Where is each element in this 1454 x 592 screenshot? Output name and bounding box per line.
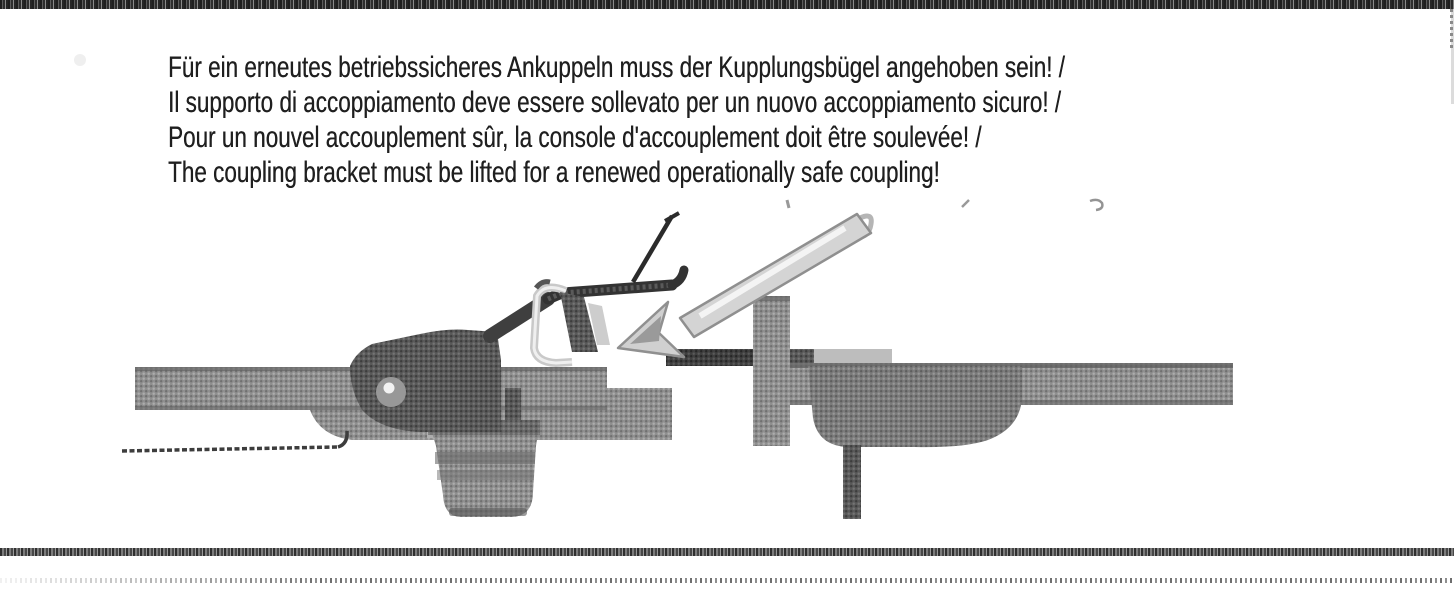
barrel-band-1 (435, 452, 535, 464)
scan-speck (1090, 200, 1102, 210)
bottom-border-secondary (0, 578, 1454, 583)
hitch-stem (843, 445, 861, 519)
hitch-post (753, 296, 790, 446)
warning-line-french: Pour un nouvel accouplement sûr, la console d'accouplement doit être soulevée! / (168, 121, 982, 154)
warning-line-english: The coupling bracket must be lifted for a renewed operationally safe coupling! (168, 156, 940, 189)
warning-line-german: Für ein erneutes betriebssicheres Ankuppeln muss der Kupplungsbügel angehoben sein! / (168, 51, 1065, 84)
lever-handle-tip (672, 270, 684, 285)
coupling-body (350, 330, 501, 433)
scan-speck (787, 200, 789, 208)
breakaway-cable (122, 447, 338, 451)
bottom-border-primary (0, 548, 1454, 556)
scan-specks (74, 54, 1102, 210)
warning-line-italian: Il supporto di accoppiamento deve essere sollevato per un nuovo accoppiamento sicuro! / (168, 86, 1062, 119)
step-block (607, 388, 672, 440)
barrel-bottom-edge (449, 508, 527, 516)
right-hitch-assembly (666, 296, 1233, 519)
lever-rod (633, 216, 672, 282)
scan-smudge (74, 54, 86, 66)
hitch-light-patch (814, 349, 892, 364)
hitch-body (808, 366, 1022, 447)
barrel-band-2 (437, 470, 534, 480)
towing-eye-highlight (384, 383, 395, 394)
scan-speck (962, 200, 969, 207)
left-drawbar-assembly (122, 330, 672, 518)
